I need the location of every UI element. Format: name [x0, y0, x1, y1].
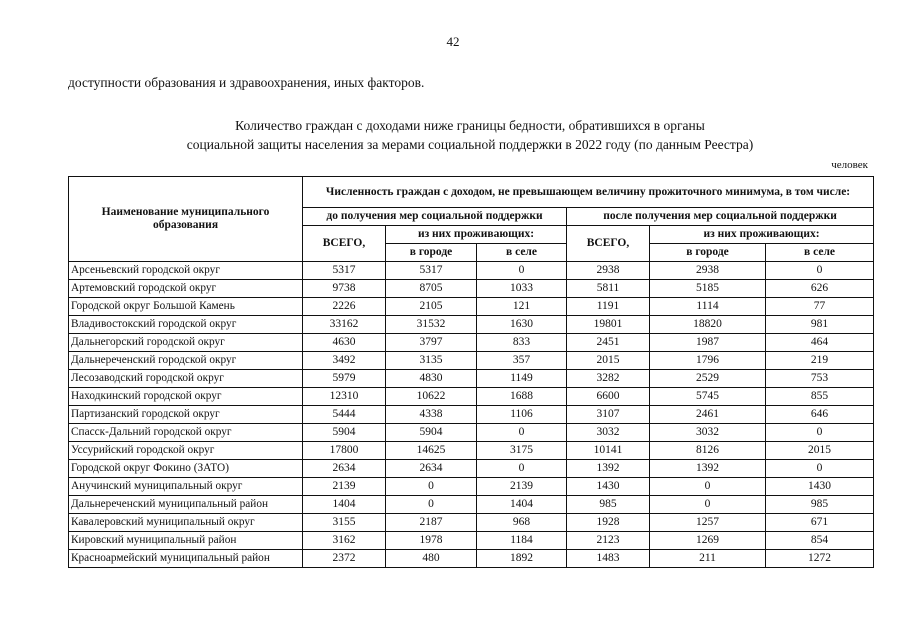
- table-row: [69, 532, 874, 550]
- table-row: [69, 514, 874, 532]
- row-municipality: Кировский муниципальный район: [69, 532, 303, 550]
- row-municipality: Дальнереченский городской округ: [69, 352, 303, 370]
- cell-total-before: 33162: [303, 316, 386, 334]
- cell-total-before: 12310: [303, 388, 386, 406]
- cell-city-before: 3797: [386, 334, 477, 352]
- cell-village-before: 2139: [477, 478, 567, 496]
- cell-village-before: 0: [477, 262, 567, 280]
- header-after-support: после получения мер социальной поддержки: [567, 208, 874, 226]
- cell-city-after: 211: [650, 550, 766, 568]
- cell-total-after: 1928: [567, 514, 650, 532]
- cell-total-after: 1392: [567, 460, 650, 478]
- row-municipality: Артемовский городской округ: [69, 280, 303, 298]
- cell-city-before: 10622: [386, 388, 477, 406]
- row-municipality: Кавалеровский муниципальный округ: [69, 514, 303, 532]
- cell-village-after: 626: [766, 280, 874, 298]
- cell-city-before: 0: [386, 478, 477, 496]
- cell-city-before: 480: [386, 550, 477, 568]
- cell-total-before: 5444: [303, 406, 386, 424]
- cell-village-after: 0: [766, 424, 874, 442]
- table-row: [69, 316, 874, 334]
- cell-city-before: 5317: [386, 262, 477, 280]
- page-number: 42: [446, 34, 460, 49]
- cell-total-before: 5979: [303, 370, 386, 388]
- header-of-them-before: из них проживающих:: [386, 226, 567, 244]
- cell-total-after: 1430: [567, 478, 650, 496]
- cell-city-after: 18820: [650, 316, 766, 334]
- cell-city-before: 1978: [386, 532, 477, 550]
- header-city-after: в городе: [650, 244, 766, 262]
- cell-city-after: 1987: [650, 334, 766, 352]
- cell-total-before: 17800: [303, 442, 386, 460]
- header-before-support: до получения мер социальной поддержки: [303, 208, 567, 226]
- cell-total-before: 5317: [303, 262, 386, 280]
- cell-village-after: 219: [766, 352, 874, 370]
- row-municipality: Лесозаводский городской округ: [69, 370, 303, 388]
- row-municipality: Уссурийский городской округ: [69, 442, 303, 460]
- intro-text: доступности образования и здравоохранения, иных факторов.: [68, 75, 425, 90]
- cell-village-after: 671: [766, 514, 874, 532]
- cell-village-after: 77: [766, 298, 874, 316]
- cell-total-after: 1483: [567, 550, 650, 568]
- table-row: [69, 370, 874, 388]
- row-municipality: Красноармейский муниципальный район: [69, 550, 303, 568]
- cell-village-after: 2015: [766, 442, 874, 460]
- cell-village-before: 3175: [477, 442, 567, 460]
- cell-total-before: 9738: [303, 280, 386, 298]
- cell-total-after: 19801: [567, 316, 650, 334]
- cell-city-after: 1392: [650, 460, 766, 478]
- cell-city-before: 2187: [386, 514, 477, 532]
- row-municipality: Владивостокский городской округ: [69, 316, 303, 334]
- table-row: [69, 424, 874, 442]
- cell-village-before: 121: [477, 298, 567, 316]
- cell-village-before: 833: [477, 334, 567, 352]
- cell-total-after: 10141: [567, 442, 650, 460]
- table-row: [69, 334, 874, 352]
- table-row: [69, 388, 874, 406]
- cell-village-after: 753: [766, 370, 874, 388]
- table-row: [69, 478, 874, 496]
- cell-total-before: 3155: [303, 514, 386, 532]
- cell-total-before: 3162: [303, 532, 386, 550]
- cell-total-before: 1404: [303, 496, 386, 514]
- row-municipality: Находкинский городской округ: [69, 388, 303, 406]
- cell-total-after: 3282: [567, 370, 650, 388]
- cell-village-after: 646: [766, 406, 874, 424]
- header-total-before: ВСЕГО,: [303, 226, 386, 262]
- cell-village-before: 0: [477, 424, 567, 442]
- cell-city-after: 3032: [650, 424, 766, 442]
- cell-village-after: 985: [766, 496, 874, 514]
- header-total-after: ВСЕГО,: [567, 226, 650, 262]
- cell-city-before: 5904: [386, 424, 477, 442]
- table-row: [69, 352, 874, 370]
- cell-city-before: 2634: [386, 460, 477, 478]
- cell-village-before: 1688: [477, 388, 567, 406]
- cell-village-before: 1404: [477, 496, 567, 514]
- table-row: [69, 496, 874, 514]
- cell-total-before: 2139: [303, 478, 386, 496]
- cell-village-after: 464: [766, 334, 874, 352]
- cell-village-after: 0: [766, 460, 874, 478]
- row-municipality: Городской округ Большой Камень: [69, 298, 303, 316]
- cell-city-before: 4338: [386, 406, 477, 424]
- cell-city-after: 1269: [650, 532, 766, 550]
- header-main: Численность граждан с доходом, не превышающем величину прожиточного минимума, в том числе:: [303, 177, 874, 208]
- title-line-1: Количество граждан с доходами ниже границы бедности, обратившихся в органы: [235, 118, 705, 133]
- cell-city-after: 1796: [650, 352, 766, 370]
- row-municipality: Городской округ Фокино (ЗАТО): [69, 460, 303, 478]
- cell-city-before: 14625: [386, 442, 477, 460]
- cell-city-before: 0: [386, 496, 477, 514]
- title-line-2: социальной защиты населения за мерами социальной поддержки в 2022 году (по данным Реестра): [186, 137, 754, 152]
- row-municipality: Анучинский муниципальный округ: [69, 478, 303, 496]
- cell-village-after: 855: [766, 388, 874, 406]
- cell-city-before: 2105: [386, 298, 477, 316]
- cell-village-before: 1184: [477, 532, 567, 550]
- table-row: [69, 442, 874, 460]
- cell-total-before: 2634: [303, 460, 386, 478]
- header-of-them-after: из них проживающих:: [650, 226, 874, 244]
- unit-label: человек: [831, 159, 868, 171]
- cell-total-after: 2015: [567, 352, 650, 370]
- cell-village-after: 854: [766, 532, 874, 550]
- table-row: [69, 262, 874, 280]
- row-municipality: Дальнегорский городской округ: [69, 334, 303, 352]
- table-row: [69, 460, 874, 478]
- header-village-after: в селе: [766, 244, 874, 262]
- cell-total-before: 3492: [303, 352, 386, 370]
- cell-city-before: 3135: [386, 352, 477, 370]
- cell-village-before: 968: [477, 514, 567, 532]
- cell-city-after: 2938: [650, 262, 766, 280]
- cell-total-after: 3107: [567, 406, 650, 424]
- cell-village-before: 1630: [477, 316, 567, 334]
- cell-village-before: 1892: [477, 550, 567, 568]
- row-municipality: Спасск-Дальний городской округ: [69, 424, 303, 442]
- header-city-before: в городе: [386, 244, 477, 262]
- cell-village-before: 1033: [477, 280, 567, 298]
- cell-total-before: 5904: [303, 424, 386, 442]
- cell-village-after: 0: [766, 262, 874, 280]
- cell-village-before: 1106: [477, 406, 567, 424]
- poverty-table: [68, 176, 874, 568]
- cell-city-before: 8705: [386, 280, 477, 298]
- cell-village-before: 0: [477, 460, 567, 478]
- cell-total-after: 2451: [567, 334, 650, 352]
- table-row: [69, 280, 874, 298]
- header-village-before: в селе: [477, 244, 567, 262]
- cell-city-after: 5745: [650, 388, 766, 406]
- cell-city-after: 2529: [650, 370, 766, 388]
- cell-total-before: 2372: [303, 550, 386, 568]
- table-row: [69, 406, 874, 424]
- cell-village-after: 1430: [766, 478, 874, 496]
- cell-city-before: 31532: [386, 316, 477, 334]
- cell-city-after: 8126: [650, 442, 766, 460]
- cell-total-after: 985: [567, 496, 650, 514]
- cell-total-after: 3032: [567, 424, 650, 442]
- cell-city-after: 1114: [650, 298, 766, 316]
- row-municipality: Арсеньевский городской округ: [69, 262, 303, 280]
- cell-city-after: 1257: [650, 514, 766, 532]
- table-row: [69, 550, 874, 568]
- cell-village-before: 357: [477, 352, 567, 370]
- table-row: [69, 298, 874, 316]
- cell-city-after: 0: [650, 478, 766, 496]
- cell-total-before: 4630: [303, 334, 386, 352]
- cell-total-after: 1191: [567, 298, 650, 316]
- cell-city-after: 5185: [650, 280, 766, 298]
- row-municipality: Дальнереченский муниципальный район: [69, 496, 303, 514]
- cell-village-after: 1272: [766, 550, 874, 568]
- cell-city-after: 0: [650, 496, 766, 514]
- cell-city-before: 4830: [386, 370, 477, 388]
- cell-total-after: 6600: [567, 388, 650, 406]
- cell-village-after: 981: [766, 316, 874, 334]
- row-municipality: Партизанский городской округ: [69, 406, 303, 424]
- cell-city-after: 2461: [650, 406, 766, 424]
- cell-total-after: 2123: [567, 532, 650, 550]
- cell-total-after: 2938: [567, 262, 650, 280]
- cell-total-after: 5811: [567, 280, 650, 298]
- cell-total-before: 2226: [303, 298, 386, 316]
- document-title: [130, 116, 810, 154]
- cell-village-before: 1149: [477, 370, 567, 388]
- header-municipality: Наименование муниципального образования: [69, 177, 303, 262]
